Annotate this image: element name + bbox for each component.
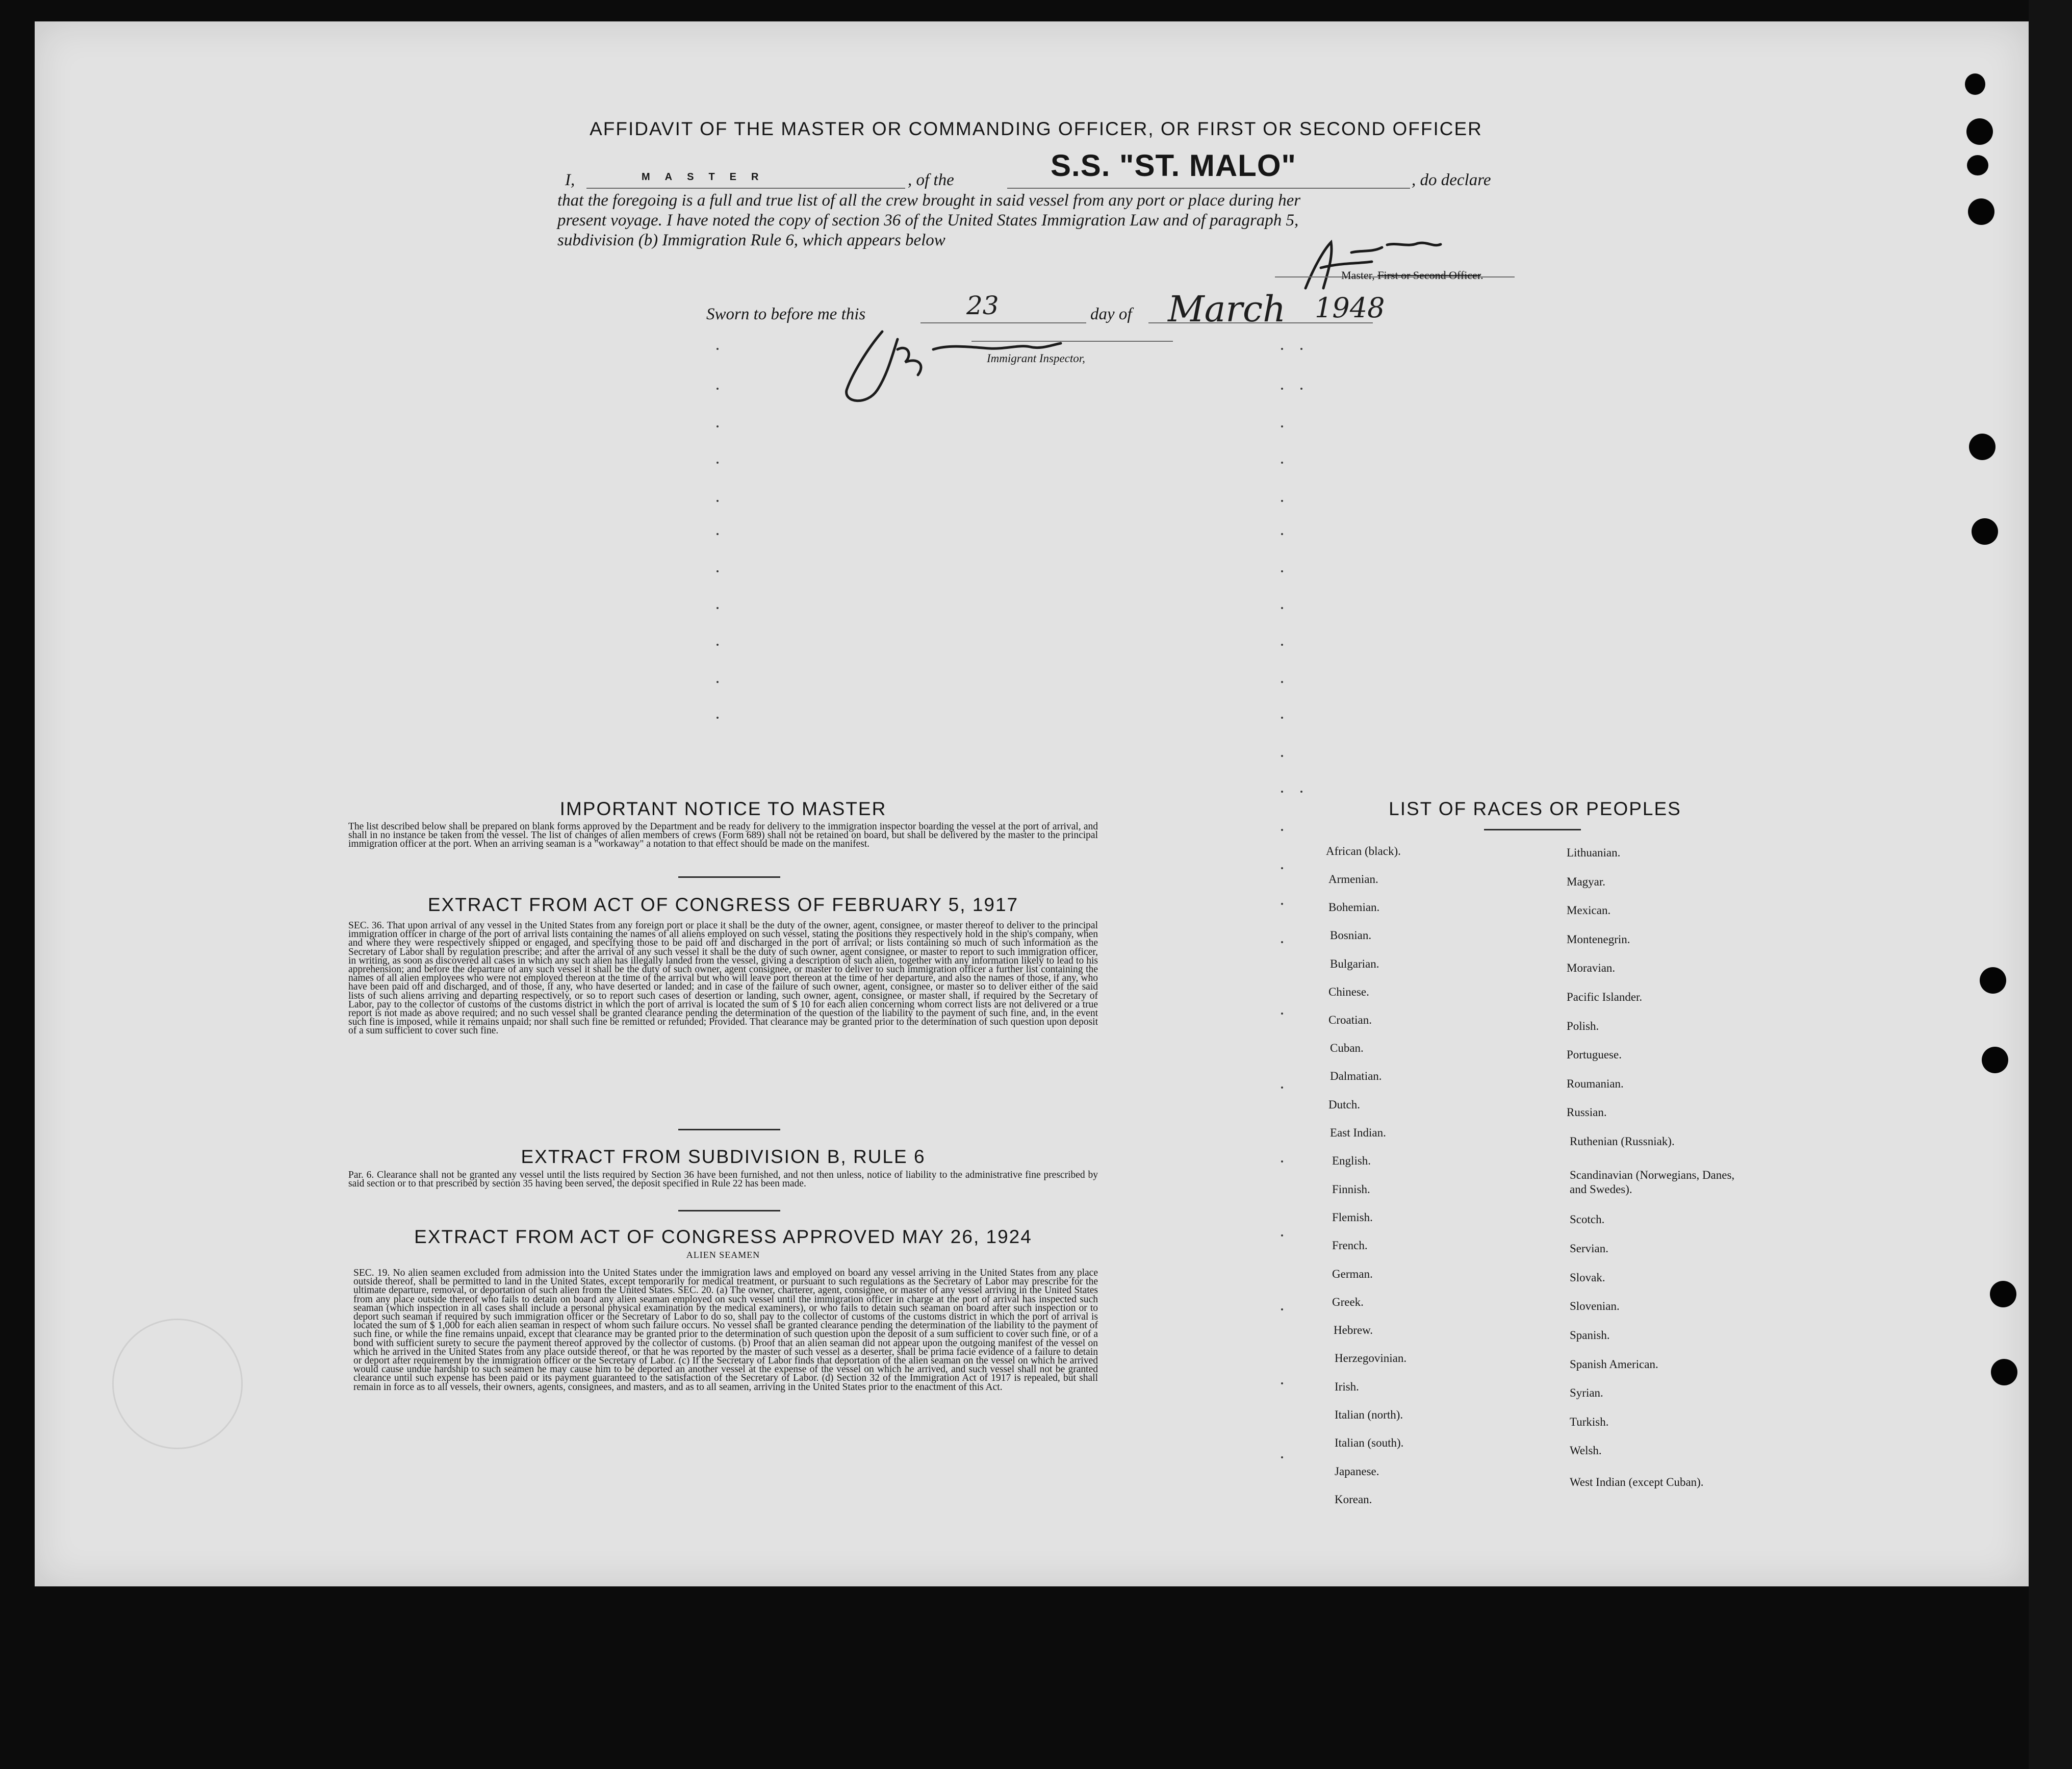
sworn-month: March (1168, 288, 1286, 330)
race-item: Bosnian. (1330, 929, 1372, 942)
signature-caption: Master, First or Second Officer. (1341, 269, 1483, 282)
do-declare-label: , do declare (1412, 171, 1491, 189)
act-1924-body: SEC. 19. No alien seamen excluded from admission into the United States under the immigration laws and employed on board any vessel arriving in the United States from any place outside thereof, shall be permitted to land in the United States, except temporarily for medical treatment, or pursuant to such regulations as the Secretary of Labor may prescribe for the ultimate departure, removal, or deportation of such alien from the United States. SEC. 20. (a) The owner, charterer, agent, consignee, or master of any vessel arriving in the United States from any place outside thereof who fails to detain on board any alien seaman employed on such vessel until the immigration officer in charge at the port of arrival has inspected such seaman (which inspection in all cases shall include a personal physical examination by the medical examiners), or who fails to detain such seaman on board after such inspection or to deport such seaman if required by such immigration officer or the Secretary of Labor to do so, shall pay to the collector of customs of the customs district in which the port of arrival is located the sum of $ 1,000 for each alien seaman in respect of whom such failure occurs. No vessel shall be granted clearance pending the determination of the liability to the payment of such fine, or while the fine remains unpaid, except that clearance may be granted prior to the determination of such question upon the deposit of a sum sufficient to cover such fine, or of a bond with sufficient surety to secure the payment thereof approved by the collector of customs. (b) Proof that an alien seaman did not appear upon the outgoing manifest of the vessel on which he arrived in the United States from any place outside thereof, or that he was reported by the master of such vessel as a deserter, shall be prima facie evidence of a failure to detain or deport after requirement by the immigration officer or the Secretary of Labor. (c) If the Secretary of Labor finds that deportation of the alien seaman on the vessel on which he arrived would cause undue hardship to such seamen he may cause him to be deported an another vessel at the expense of the vessel on which he arrived, and such vessel shall not be granted clearance until such expense has been paid or its payment guaranteed to the satisfaction of the Secretary of Labor. (d) Section 32 of the Immigration Act of 1917 is repealed, but shall remain in force as to all vessels, their owners, agents, consignees, and masters, and as to all seamen, arriving in the United States prior to the enactment of this Act. (353, 1268, 1098, 1393)
i-label: I, (565, 171, 575, 189)
race-item: Mexican. (1567, 904, 1611, 917)
race-item: African (black). (1326, 845, 1401, 857)
race-item: Slovenian. (1570, 1300, 1620, 1312)
affidavit-title: AFFIDAVIT OF THE MASTER OR COMMANDING OFFICER, OR FIRST OR SECOND OFFICER (590, 118, 1482, 139)
race-item: Japanese. (1335, 1465, 1379, 1478)
race-item: Dutch. (1328, 1098, 1360, 1111)
act-1917-body: SEC. 36. That upon arrival of any vessel in the United States from any foreign port or place it shall be the duty of the owner, agent, consignee, or master thereof to deliver to the principal immigration officer in charge of the port of arrival lists containing the names of all aliens employed on such vessel, stating the positions they respectively hold in the ship's company, when and where they were respectively shipped or engaged, and specifying those to be paid off and discharged in the port of arrival; or lists containing so much of such information as the Secretary of Labor shall by regulation prescribe; and after the arrival of any such vessel it shall be the duty of such owner, agent consignee, or master to report to such immigration officer, in writing, as soon as discovered all cases in which any such alien has illegally landed from the vessel, giving a description of such alien, together with any information likely to lead to his apprehension; and before the departure of any such vessel it shall be the duty of such owner, agent consignee, or master to deliver to such immigration officer a further list containing the names of all alien employees who were not employed thereon at the time of the arrival but who will leave port thereon at the time of her departure, and also the names of those, if any, who have been paid off and discharged, and of those, if any, who have deserted or landed; and in case of the failure of such owner, agent, consignee, or master so to deliver either of the said lists of such aliens arriving and departing respectively, or so to report such cases of desertion or landing, such owner, agent, consignee, or master shall, if required by the Secretary of Labor, pay to the collector of customs of the customs district in which the port of arrival is located the sum of $ 10 for each alien concerning whom correct lists are not delivered or a true report is not made as above required; and no such vessel shall be granted clearance pending the determination of the question of the liability to the payment of such fine, and, in the event such fine is imposed, while it remains unpaid; nor shall such fine be remitted or refunded; Provided. That clearance may be granted prior to the determination of such question upon deposit of a sum sufficient to cover such fine. (348, 920, 1098, 1037)
race-item: East Indian. (1330, 1126, 1386, 1139)
race-item: Spanish. (1570, 1329, 1610, 1342)
race-item: Italian (north). (1335, 1408, 1403, 1421)
race-item: Scandinavian (Norwegians, Danes, and Swedes). (1570, 1169, 1735, 1196)
race-item: Spanish American. (1570, 1358, 1658, 1371)
day-of-label: day of (1090, 305, 1132, 323)
rule-6-body: Par. 6. Clearance shall not be granted any vessel until the lists required by Section 36 have been furnished, and not then unless, notice of liability to the administrative fine prescribed by said section or to that prescribed by section 35 having been served, the deposit specified in Rule 22 has been made. (348, 1170, 1098, 1190)
act-1917-title: EXTRACT FROM ACT OF CONGRESS OF FEBRUARY 5, 1917 (427, 894, 1019, 915)
race-item: English. (1332, 1154, 1371, 1167)
notice-title: IMPORTANT NOTICE TO MASTER (559, 798, 887, 819)
race-item: Greek. (1332, 1296, 1364, 1308)
race-item: Herzegovinian. (1335, 1352, 1407, 1364)
master-signature (1295, 232, 1459, 298)
race-item: Portuguese. (1567, 1048, 1622, 1061)
race-item: Moravian. (1567, 962, 1616, 974)
race-item: Dalmatian. (1330, 1070, 1382, 1082)
declaration-line-3: present voyage. I have noted the copy of section 36 of the United States Immigration Law and of paragraph 5, (557, 211, 1299, 230)
race-item: Lithuanian. (1567, 846, 1621, 859)
race-item: Bulgarian. (1330, 957, 1379, 970)
ship-name: S.S. "ST. MALO" (1051, 148, 1296, 183)
race-item: French. (1332, 1239, 1368, 1252)
race-item: Finnish. (1332, 1183, 1370, 1196)
race-item: Croatian. (1328, 1014, 1372, 1026)
race-item: Pacific Islander. (1567, 991, 1643, 1003)
races-title: LIST OF RACES OR PEOPLES (1389, 798, 1681, 819)
race-item: West Indian (except Cuban). (1570, 1476, 1704, 1488)
act-1924-title: EXTRACT FROM ACT OF CONGRESS APPROVED MAY 26, 1924 (414, 1226, 1032, 1247)
faint-seal-stamp (112, 1319, 243, 1449)
race-item: Montenegrin. (1567, 933, 1630, 946)
act-1924-subtitle: ALIEN SEAMEN (686, 1250, 760, 1260)
sworn-year: 1948 (1315, 292, 1385, 324)
declaration-line-4: subdivision (b) Immigration Rule 6, which appears below (557, 231, 945, 249)
race-item: Polish. (1567, 1020, 1599, 1032)
race-item: Ruthenian (Russniak). (1570, 1135, 1675, 1148)
race-item: Servian. (1570, 1242, 1609, 1255)
race-item: German. (1332, 1268, 1373, 1280)
race-item: Korean. (1335, 1493, 1372, 1506)
race-item: Turkish. (1570, 1416, 1609, 1428)
sworn-text: Sworn to before me this (706, 305, 866, 323)
notice-body: The list described below shall be prepared on blank forms approved by the Department and be ready for delivery to the immigration inspector boarding the vessel at the port of arrival, and shall in no instance be taken from the vessel. The list of changes of alien members of crews (Form 689) shall not be retained on board, but shall be delivered by the master to the principal immigration officer at the port. When an arriving seaman is a "workaway" a notation to that effect should be made on the manifest. (348, 821, 1098, 850)
race-item: Roumanian. (1567, 1077, 1624, 1090)
race-item: Scotch. (1570, 1213, 1605, 1226)
race-item: Irish. (1335, 1380, 1359, 1393)
race-item: Chinese. (1328, 985, 1369, 998)
film-edge (2029, 0, 2072, 1769)
race-item: Flemish. (1332, 1211, 1373, 1224)
inspector-label: Immigrant Inspector, (987, 352, 1085, 365)
race-item: Hebrew. (1334, 1324, 1373, 1336)
race-item: Syrian. (1570, 1386, 1603, 1399)
race-item: Cuban. (1330, 1042, 1364, 1054)
declaration-line-2: that the foregoing is a full and true list of all the crew brought in said vessel from any port or place during her (557, 191, 1301, 210)
rule-6-title: EXTRACT FROM SUBDIVISION B, RULE 6 (521, 1146, 926, 1167)
race-item: Slovak. (1570, 1271, 1605, 1284)
race-item: Welsh. (1570, 1444, 1602, 1457)
sworn-day: 23 (966, 291, 999, 320)
of-the-label: , of the (908, 171, 954, 189)
race-item: Bohemian. (1328, 901, 1380, 914)
race-item: Italian (south). (1335, 1436, 1404, 1449)
race-item: Magyar. (1567, 875, 1606, 888)
race-item: Russian. (1567, 1106, 1607, 1119)
role-filled: MASTER (642, 171, 774, 183)
race-item: Armenian. (1328, 873, 1378, 886)
